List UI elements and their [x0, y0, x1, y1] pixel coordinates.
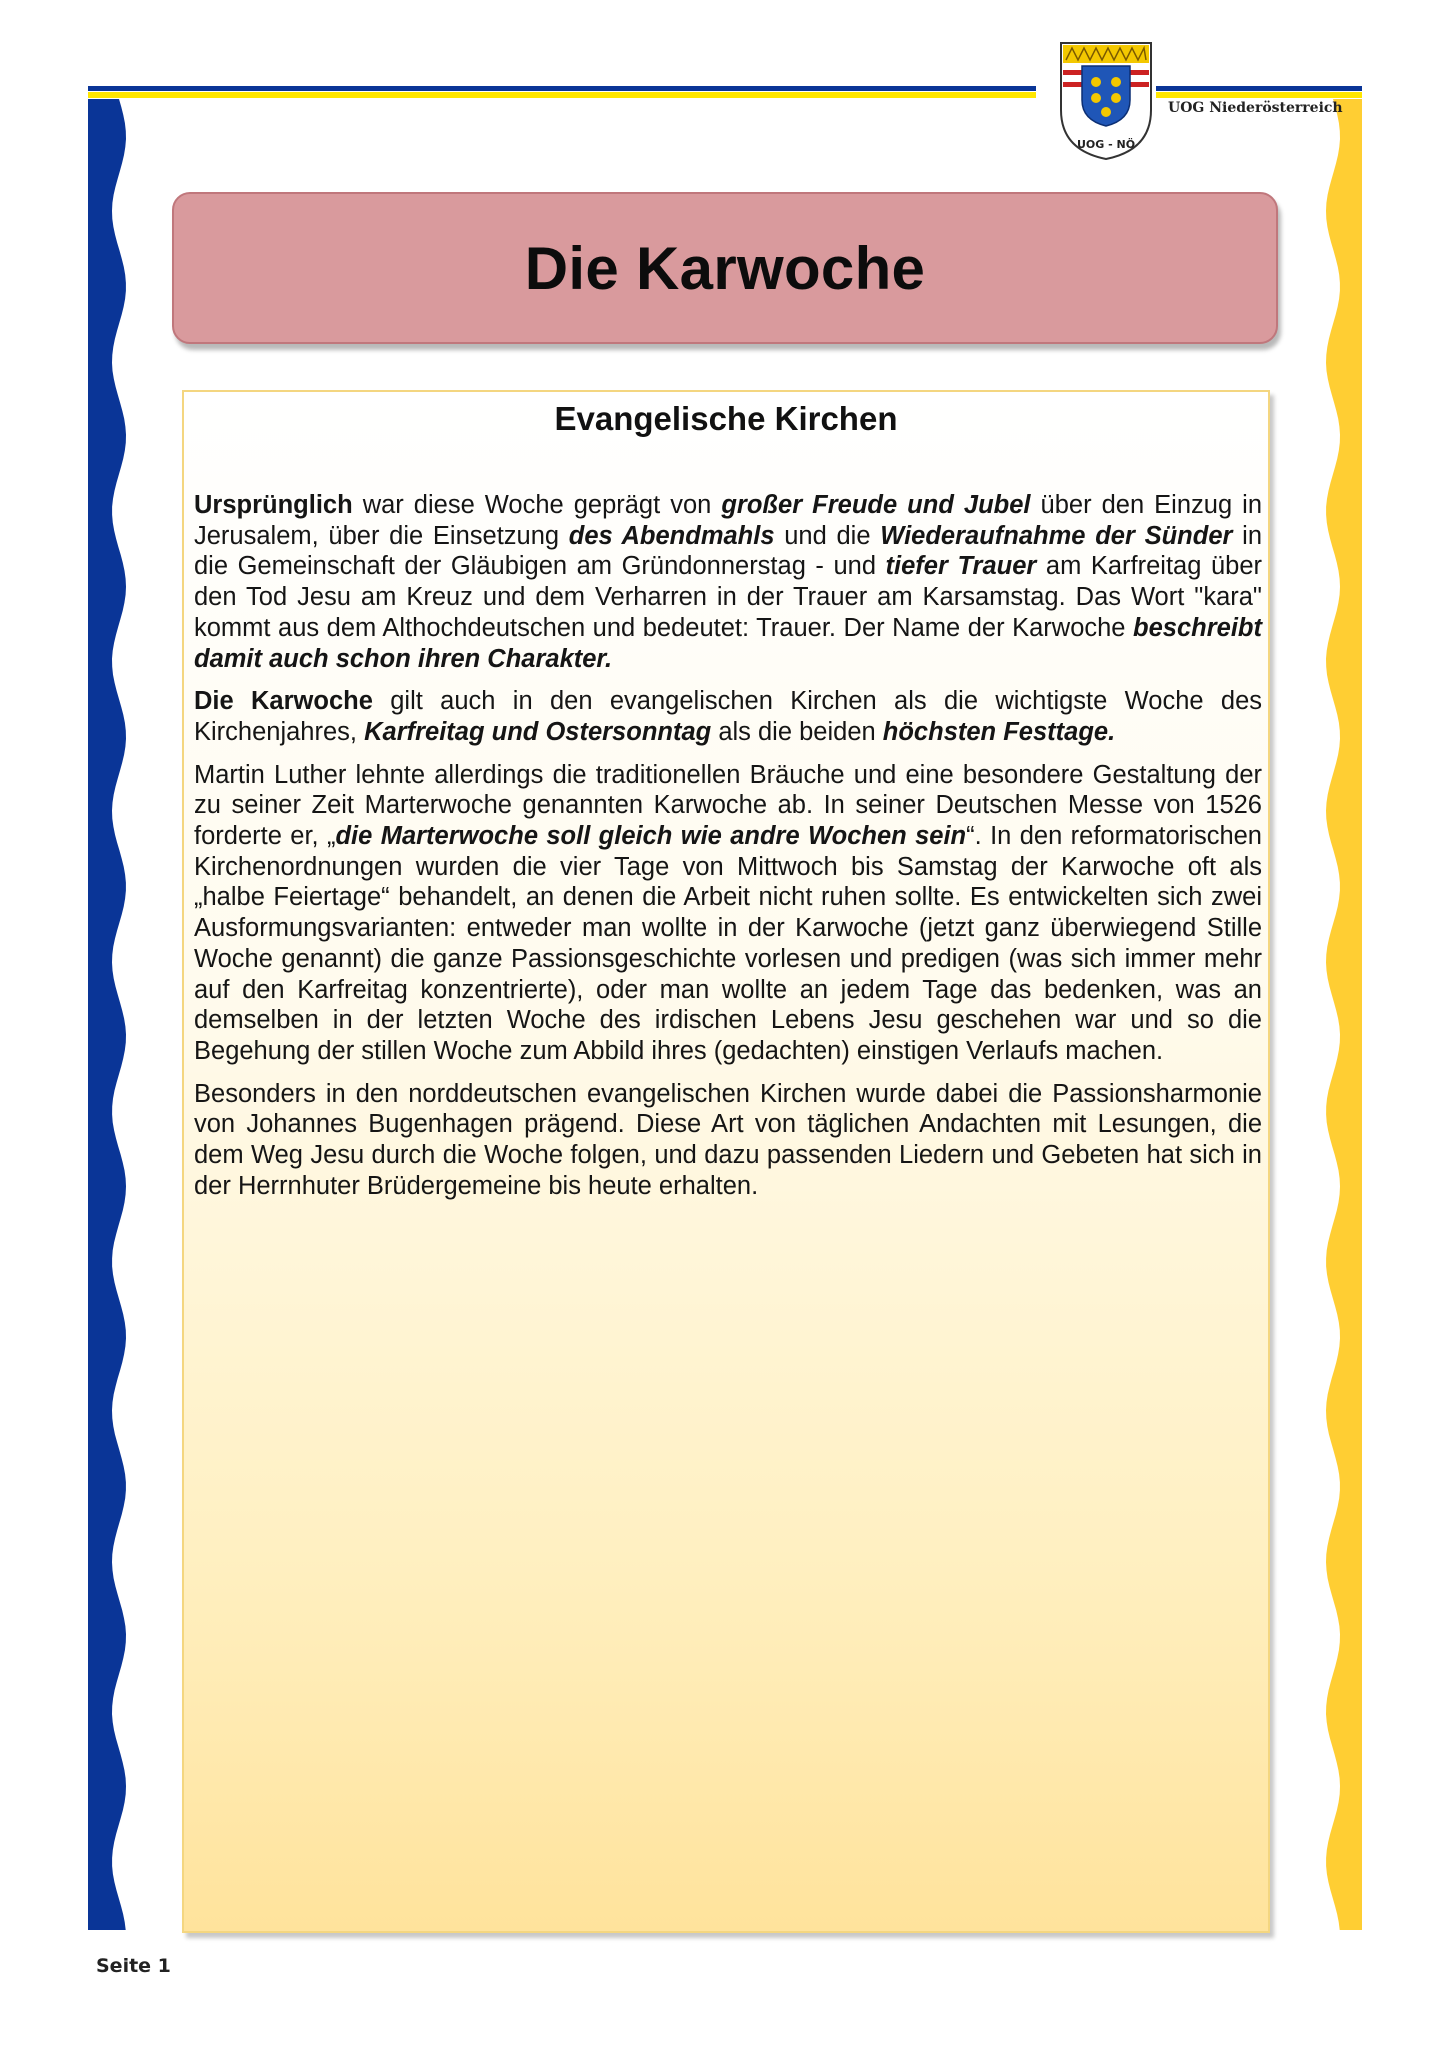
emphasis-text: Ursprünglich: [194, 491, 353, 519]
content-panel: [182, 390, 1270, 1933]
uog-noe-crest-logo: [1058, 40, 1154, 162]
text-run: und die: [774, 521, 881, 550]
section-heading: Evangelische Kirchen: [554, 400, 898, 437]
text-run: über den Einzug in Jerusalem, über die Einsetzung: [194, 491, 1263, 550]
paragraph: [194, 760, 1262, 1067]
paragraph: [194, 490, 1262, 674]
top-rule-yellow-right: [1156, 92, 1362, 98]
emphasis-text: des Abendmahls: [568, 521, 775, 550]
emphasis-text: Die Karwoche: [194, 687, 373, 716]
page-title: Die Karwoche: [524, 234, 926, 302]
emphasis-text: die Marterwoche soll gleich wie andre Wochen sein: [335, 822, 967, 851]
body-text: [194, 490, 1262, 1213]
organization-name: UOG Niederösterreich: [1168, 100, 1343, 116]
text-run: Besonders in den norddeutschen evangelischen Kirchen wurde dabei die Passionsharmonie von Johannes Bugenhagen prägend. Diese Art von täglichen Andachten mit Lesungen, die dem Weg Jesu durch die Woche folgen, und dazu passenden Liedern und Gebeten hat sich in der Herrnhuter Brüdergemeine bis heute erhalten.: [194, 1079, 1262, 1200]
emphasis-text: Wiederaufnahme der Sünder: [880, 521, 1233, 550]
top-rule-yellow-left: [88, 92, 1036, 98]
title-banner: [172, 192, 1278, 344]
text-run: in die Gemeinschaft der Gläubigen am Gründonnerstag - und: [194, 521, 1262, 581]
text-run: als die beiden: [711, 717, 883, 746]
emphasis-text: Karfreitag und Ostersonntag: [364, 717, 712, 746]
text-run: “. In den reformatorischen Kirchenordnungen wurden die vier Tage von Mittwoch bis Samstag der Karwoche oft als „halbe Feiertage“ behandelt, an denen die Arbeit nicht ruhen sollte. Es entwickelten sich zwei Ausformungsvarianten: entweder man wollte in der Karwoche (jetzt ganz überwiegend Stille Woche genannt) die ganze Passionsgeschichte vorlesen und predigen (was sich immer mehr auf den Karfreitag konzentrierte), oder man wollte an jedem Tage das bedenken, was an demselben in der letzten Woche des irdischen Lebens Jesu geschehen war und so die Begehung der stillen Woche zum Abbild ihres (gedachten) einstigen Verlaufs machen.: [194, 822, 1262, 1065]
text-run: am Karfreitag über den Tod Jesu am Kreuz und dem Verharren in der Trauer am Karsamstag. Das Wort "kara" kommt aus dem Althochdeutschen und bedeutet: Trauer. Der Name der Karwoche: [194, 552, 1262, 642]
right-yellow-band: [1326, 99, 1362, 1930]
paragraph: [194, 1079, 1262, 1202]
emphasis-text: höchsten Festtage.: [882, 717, 1116, 746]
left-blue-band: [88, 99, 126, 1930]
logo-lettering: UOG - NÖ: [1076, 138, 1136, 151]
text-run: Martin Luther lehnte allerdings die traditionellen Bräuche und eine besondere Gestaltung der zu seiner Zeit Marterwoche genannten Karwoche ab. In seiner Deutschen Messe von 1526 forderte er, „: [194, 760, 1262, 851]
text-run: war diese Woche geprägt von: [352, 491, 722, 519]
emphasis-text: tiefer Trauer: [885, 552, 1037, 581]
paragraph: [194, 686, 1262, 747]
emphasis-text: beschreibt damit auch schon ihren Charakter.: [194, 613, 1262, 673]
top-rule-blue-left: [88, 86, 1036, 91]
page-number: Seite 1: [96, 1955, 171, 1977]
text-run: gilt auch in den evangelischen Kirchen als die wichtigste Woche des Kirchenjahres,: [194, 687, 1263, 746]
emphasis-text: großer Freude und Jubel: [721, 491, 1031, 519]
top-rule-blue-right: [1156, 86, 1362, 91]
